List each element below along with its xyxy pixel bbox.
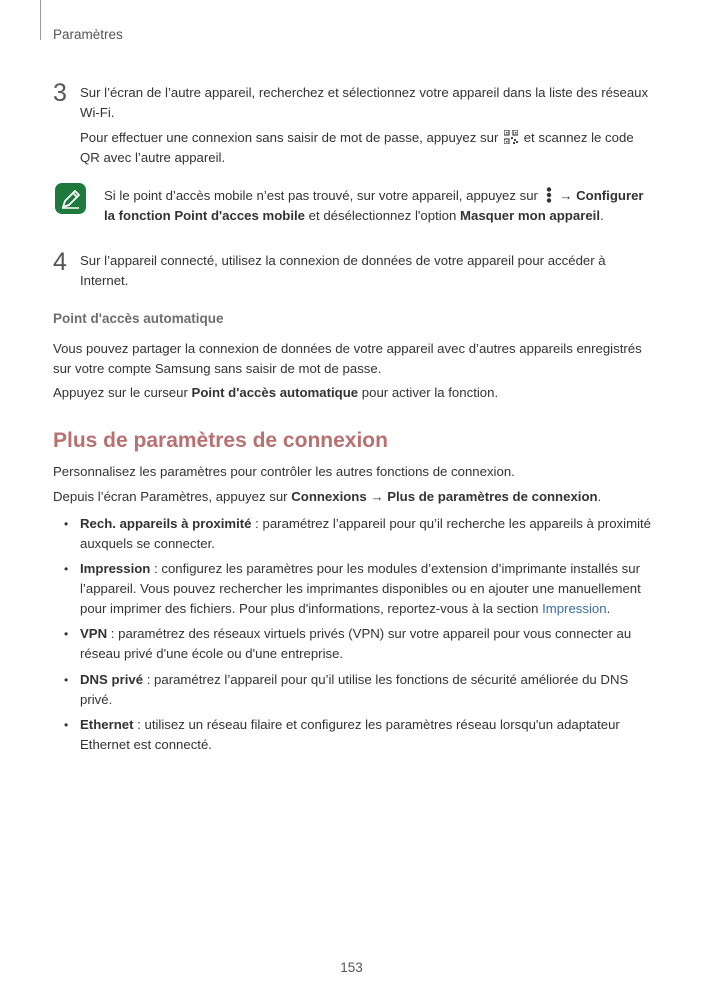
impression-link[interactable]: Impression xyxy=(542,601,607,616)
bullet-dot: • xyxy=(64,627,69,641)
list-item xyxy=(80,670,655,710)
more-settings-menu-path: Connexions → Plus de paramètres de connexion xyxy=(291,489,598,504)
list-item-term: Impression xyxy=(80,561,151,576)
list-item-text: : utilisez un réseau filaire et configurez les paramètres réseau lorsqu'un adaptateur Ethernet est connecté. xyxy=(80,717,620,752)
step-4-text: Sur l’appareil connecté, utilisez la connexion de données de votre appareil pour accéder à Internet. xyxy=(80,253,606,288)
auto-hotspot-toggle-name: Point d'accès automatique xyxy=(191,385,359,400)
note-text-before: Si le point d’accès mobile n’est pas trouvé, sur votre appareil, appuyez sur xyxy=(104,188,538,203)
list-item-term: VPN xyxy=(80,626,108,641)
bullet-dot: • xyxy=(64,517,69,531)
step-3-qr-after: et scannez le code QR avec l’autre appareil. xyxy=(80,130,634,165)
more-settings-intro: Personnalisez les paramètres pour contrôler les autres fonctions de connexion. xyxy=(53,464,515,479)
more-settings-path-end: . xyxy=(597,489,602,504)
list-item-term: DNS privé xyxy=(80,672,144,687)
step-3-qr-instruction xyxy=(80,128,655,168)
note-pencil-icon xyxy=(55,183,86,214)
step-number: 3 xyxy=(53,79,67,107)
auto-hotspot-instruction xyxy=(53,383,653,403)
note-menu-path: → Configurer la fonction Point d'acces mobile xyxy=(104,188,644,223)
step-number: 4 xyxy=(53,248,67,276)
page-number: 153 xyxy=(340,960,363,975)
more-settings-path xyxy=(53,487,653,507)
more-options-icon xyxy=(545,187,553,203)
list-item xyxy=(80,715,655,755)
list-item-text: : configurez les paramètres pour les modules d’extension d’imprimante installés sur l’appareil. Vous pouvez rechercher les imprimantes disponibles ou en ajouter une manuellement pour imprimer des fichiers. Pour plus d'informations, reportez-vous à la section xyxy=(80,561,641,616)
list-item-term: Ethernet xyxy=(80,717,134,732)
page-header-title: Paramètres xyxy=(53,27,123,42)
qr-code-icon xyxy=(504,130,518,144)
list-item xyxy=(80,514,655,554)
note-text-middle: et désélectionnez l'option xyxy=(308,208,457,223)
auto-hotspot-instr-after: pour activer la fonction. xyxy=(361,385,499,400)
list-item-term: Rech. appareils à proximité xyxy=(80,516,252,531)
list-item-text: : paramétrez l’appareil pour qu’il recherche les appareils à proximité auxquels se connecter. xyxy=(80,516,651,551)
note-end-punct: . xyxy=(600,208,604,223)
section-heading: Plus de paramètres de connexion xyxy=(53,429,388,452)
auto-hotspot-description: Vous pouvez partager la connexion de données de votre appareil avec d’autres appareils enregistrés sur votre compte Samsung sans saisir de mot de passe. xyxy=(53,341,642,376)
step-3-text: Sur l’écran de l’autre appareil, recherchez et sélectionnez votre appareil dans la liste des réseaux Wi-Fi. xyxy=(80,85,649,120)
bullet-dot: • xyxy=(64,718,69,732)
list-item xyxy=(80,624,655,664)
list-item-text: : paramétrez l’appareil pour qu’il utilise les fonctions de sécurité améliorée du DNS privé. xyxy=(80,672,629,707)
bullet-dot: • xyxy=(64,562,69,576)
bullet-dot: • xyxy=(64,673,69,687)
list-item-text: : paramétrez des réseaux virtuels privés (VPN) sur votre appareil pour vous connecter au réseau privé d'une école ou d'une entreprise. xyxy=(80,626,632,661)
note-text xyxy=(104,186,654,226)
more-settings-path-before: Depuis l’écran Paramètres, appuyez sur xyxy=(53,489,288,504)
step-3-qr-before: Pour effectuer une connexion sans saisir de mot de passe, appuyez sur xyxy=(80,130,499,145)
list-item xyxy=(80,559,655,619)
section-subheading: Point d'accès automatique xyxy=(53,311,224,326)
header-divider-line xyxy=(40,0,41,40)
auto-hotspot-instr-before: Appuyez sur le curseur xyxy=(53,385,188,400)
list-item-end: . xyxy=(606,601,611,616)
note-option-name: Masquer mon appareil xyxy=(460,208,600,223)
